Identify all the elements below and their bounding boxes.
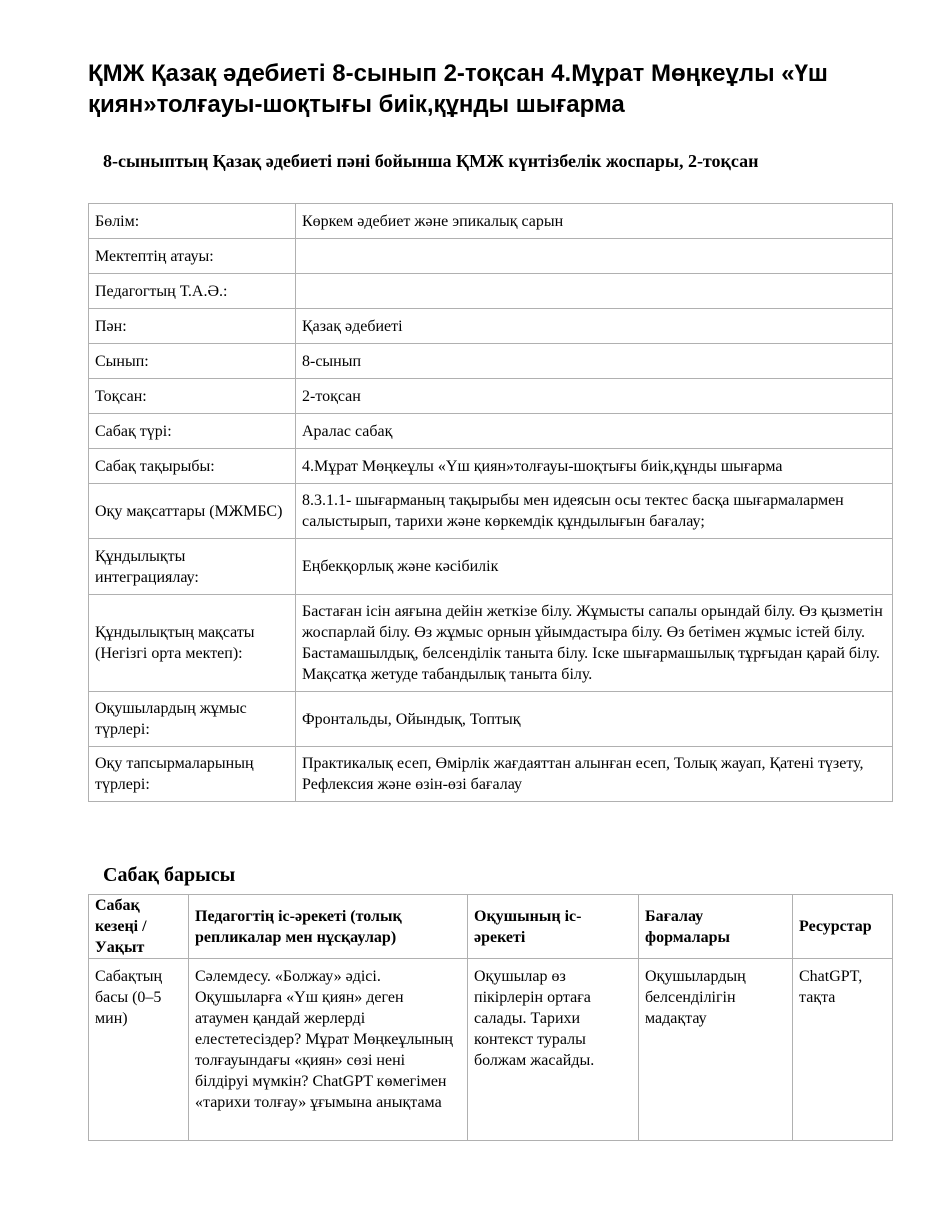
info-row-value-goal (89, 595, 893, 692)
info-label: Оқушылардың жұмыс түрлері: (89, 692, 296, 747)
info-label: Оқу мақсаттары (МЖМБС) (89, 484, 296, 539)
info-label: Құндылықты интеграциялау: (89, 539, 296, 595)
info-value (296, 274, 893, 309)
column-header-student: Оқушының іс-әрекеті (468, 895, 639, 959)
cell-assessment: Оқушылардың белсенділігін мадақтау (639, 959, 793, 1141)
info-row-teacher (89, 274, 893, 309)
info-row-school (89, 239, 893, 274)
info-row-task-types (89, 747, 893, 802)
info-value: Бастаған ісін аяғына дейін жеткізе білу. Жұмысты сапалы орындай білу. Өз қызметін жоспарлай білу. Өз жұмыс орнын ұйымдастыра білу. Өз бетімен жұмыс істей білу. Бастамашылдық, белсенділік таныта білу. Іске шығармашылық тұрғыдан қарай білу. Мақсатқа жетуде табандылық таныта білу. (296, 595, 893, 692)
info-value: 8-сынып (296, 344, 893, 379)
info-value: Фронтальды, Ойындық, Топтық (296, 692, 893, 747)
cell-teacher-activity: Сәлемдесу. «Болжау» әдісі. Оқушыларға «Үш қиян» деген атаумен қандай жерлерді елестетесіздер? Мұрат Мөңкеұлының толғауындағы «қиян» сөзі нені білдіруі мүмкін? ChatGPT көмегімен «тарихи толғау» ұғымына анықтама (189, 959, 468, 1141)
info-row-work-types (89, 692, 893, 747)
info-label: Оқу тапсырмаларының түрлері: (89, 747, 296, 802)
column-header-resources: Ресурстар (793, 895, 893, 959)
info-value: Аралас сабақ (296, 414, 893, 449)
info-row-value-integration (89, 539, 893, 595)
info-row-lesson-type (89, 414, 893, 449)
info-value: Еңбекқорлық және кәсібилік (296, 539, 893, 595)
info-value: Көркем әдебиет және эпикалық сарын (296, 204, 893, 239)
info-value: 4.Мұрат Мөңкеұлы «Үш қиян»толғауы-шоқтығы биік,құнды шығарма (296, 449, 893, 484)
info-row-subject (89, 309, 893, 344)
info-label: Пән: (89, 309, 296, 344)
cell-stage: Сабақтың басы (0–5 мин) (89, 959, 189, 1141)
info-value: 8.3.1.1- шығарманың тақырыбы мен идеясын осы тектес басқа шығармалармен салыстырып, тарихи және көркемдік құндылығын бағалау; (296, 484, 893, 539)
info-label: Педагогтың Т.А.Ә.: (89, 274, 296, 309)
info-row-lesson-topic (89, 449, 893, 484)
info-label: Сынып: (89, 344, 296, 379)
info-label: Бөлім: (89, 204, 296, 239)
info-row-quarter (89, 379, 893, 414)
lesson-info-table (88, 203, 893, 802)
info-label: Құндылықтың мақсаты (Негізгі орта мектеп): (89, 595, 296, 692)
column-header-assessment: Бағалау формалары (639, 895, 793, 959)
column-header-stage: Сабақ кезеңі / Уақыт (89, 895, 189, 959)
info-value (296, 239, 893, 274)
info-value: Қазақ әдебиеті (296, 309, 893, 344)
table-header-row (89, 895, 893, 959)
plan-subtitle: 8-сыныптың Қазақ әдебиеті пәні бойынша ҚМЖ күнтізбелік жоспары, 2-тоқсан (103, 151, 759, 171)
lesson-progress-heading: Сабақ барысы (103, 864, 236, 886)
info-label: Сабақ тақырыбы: (89, 449, 296, 484)
info-label: Мектептің атауы: (89, 239, 296, 274)
cell-resources: ChatGPT, тақта (793, 959, 893, 1141)
page-title: ҚМЖ Қазақ әдебиеті 8-сынып 2-тоқсан 4.Мұрат Мөңкеұлы «Үш қиян»толғауы-шоқтығы биік,құнды шығарма (88, 60, 828, 118)
column-header-teacher: Педагогтің іс-әрекеті (толық репликалар мен нұсқаулар) (189, 895, 468, 959)
info-value: 2-тоқсан (296, 379, 893, 414)
info-row-learning-objectives (89, 484, 893, 539)
info-label: Сабақ түрі: (89, 414, 296, 449)
info-row-section (89, 204, 893, 239)
table-row (89, 959, 893, 1141)
info-row-grade (89, 344, 893, 379)
cell-student-activity: Оқушылар өз пікірлерін ортаға салады. Тарихи контекст туралы болжам жасайды. (468, 959, 639, 1141)
lesson-process-table (88, 894, 893, 1141)
info-label: Тоқсан: (89, 379, 296, 414)
info-value: Практикалық есеп, Өмірлік жағдаяттан алынған есеп, Толық жауап, Қатені түзету, Рефлексия және өзін-өзі бағалау (296, 747, 893, 802)
